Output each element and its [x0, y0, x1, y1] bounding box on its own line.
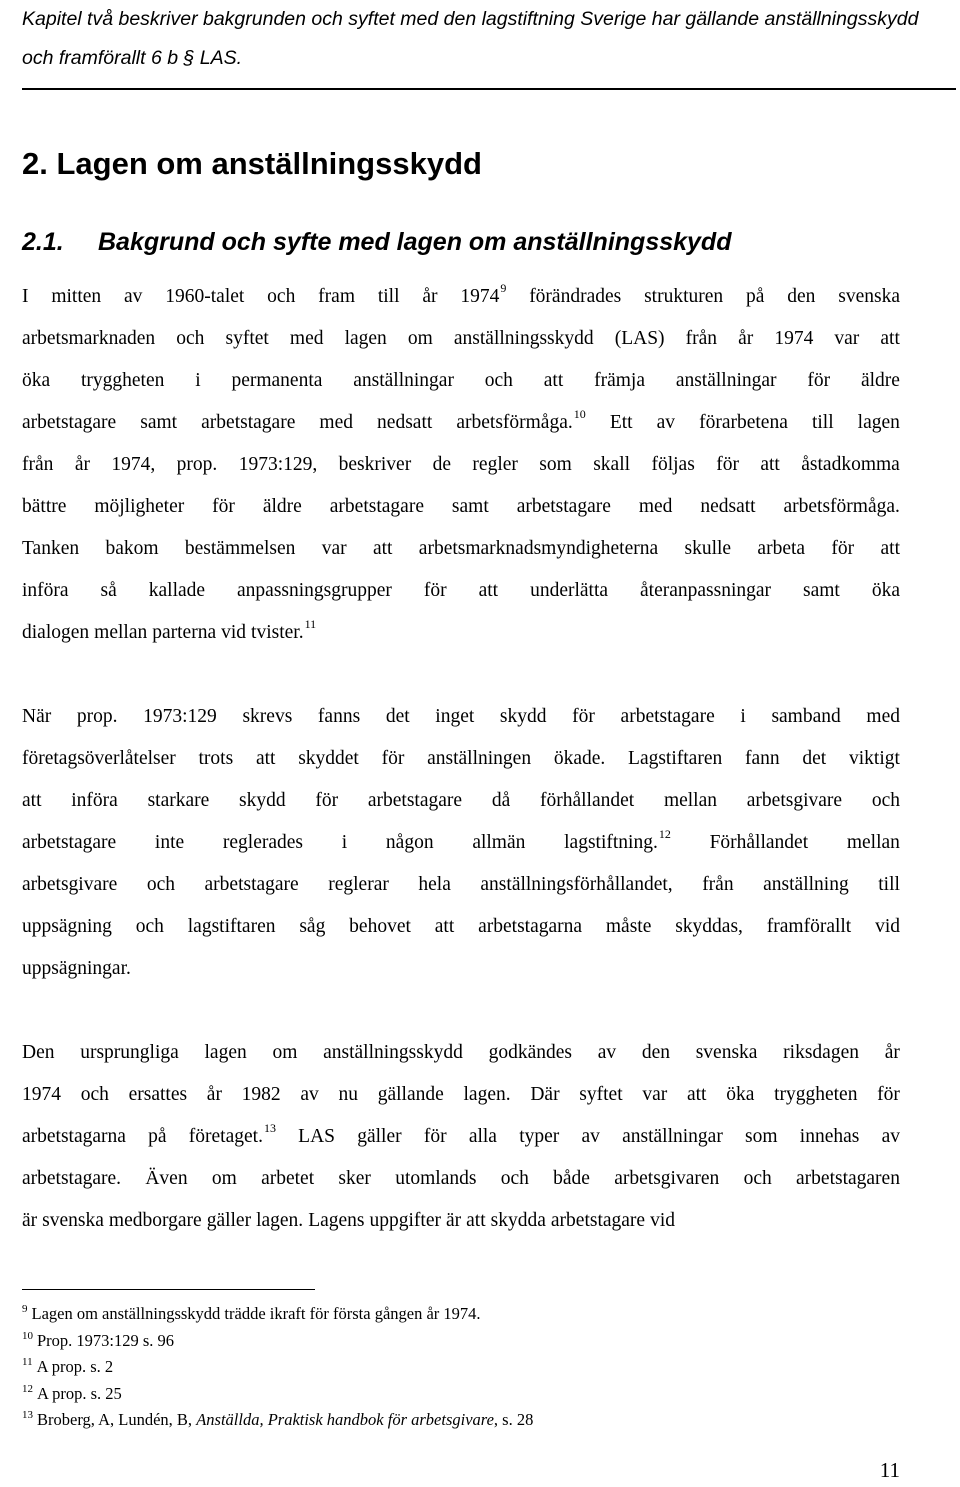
word: samt	[803, 580, 840, 601]
word: att	[434, 916, 455, 937]
word: för	[716, 454, 739, 475]
word: att	[466, 1210, 486, 1231]
word: arbetet	[261, 1168, 315, 1189]
word: anställningsskydd	[323, 1042, 463, 1063]
text-line	[22, 696, 900, 738]
word: både	[553, 1168, 590, 1189]
word: öka	[726, 1084, 755, 1105]
word: dialogen	[22, 622, 90, 643]
word: av	[597, 1042, 617, 1063]
footnote-ref: 10	[573, 407, 586, 421]
word: det	[385, 706, 410, 727]
word: hela	[418, 874, 451, 895]
word: vid	[650, 1210, 675, 1231]
word: för	[807, 370, 831, 391]
footnote-page-ref: , s. 28	[493, 1410, 534, 1429]
word: 1973:129	[143, 706, 217, 727]
word: skrevs	[242, 706, 293, 727]
word: från	[685, 328, 718, 349]
word: parterna	[152, 622, 217, 643]
footnote-item	[22, 1302, 922, 1329]
word: skyddas,	[675, 916, 743, 937]
word: arbetsförmåga.	[783, 496, 900, 517]
footnote-text: A prop. s. 2	[36, 1357, 114, 1376]
word: för	[212, 496, 235, 517]
word: öka	[22, 370, 51, 391]
word: viktigt	[848, 748, 900, 769]
word: trots	[198, 748, 234, 769]
word: mitten	[51, 286, 102, 307]
word: starkare	[147, 790, 210, 811]
word: till	[811, 412, 834, 433]
word: förarbetena	[699, 412, 788, 433]
word: att	[478, 580, 499, 601]
word: för	[831, 538, 855, 559]
text-line	[22, 1116, 900, 1158]
text-line	[22, 948, 900, 990]
word: strukturen	[644, 286, 724, 307]
word: och	[267, 286, 296, 307]
word: lagen	[857, 412, 900, 433]
word: arbetstagare.	[22, 1168, 122, 1189]
word: var	[834, 328, 860, 349]
word: om	[407, 328, 433, 349]
word: anställningen	[427, 748, 532, 769]
word: sker	[338, 1168, 371, 1189]
word: till	[878, 874, 900, 895]
word: företaget.$^{13}$	[188, 1121, 276, 1147]
word: arbetstagare	[22, 412, 117, 433]
word: på	[148, 1126, 167, 1147]
word: behovet	[349, 916, 411, 937]
text-line	[22, 318, 900, 360]
word: anställningar	[353, 370, 454, 391]
word: är	[22, 1210, 38, 1231]
word: riksdagen	[783, 1042, 859, 1063]
word: att	[880, 328, 900, 349]
footnote-text: Lagen om anställningsskydd trädde ikraft för första gången år 1974.	[31, 1304, 481, 1323]
text-line	[22, 402, 900, 444]
word: någon	[385, 832, 434, 853]
word: till	[377, 286, 400, 307]
word: 1982	[241, 1084, 281, 1105]
word: LAS	[298, 1126, 336, 1147]
word: inget	[435, 706, 475, 727]
word: lagen	[204, 1042, 247, 1063]
word: bättre	[22, 496, 67, 517]
word: är	[445, 1210, 462, 1231]
word: samband	[771, 706, 841, 727]
word: lagstiftning.$^{12}$	[564, 827, 671, 853]
word: att	[880, 538, 900, 559]
word: förhållandet	[539, 790, 635, 811]
word: inte	[154, 832, 185, 853]
word: av	[124, 286, 143, 307]
word: om	[272, 1042, 298, 1063]
text-line	[22, 528, 900, 570]
word: anställningar	[622, 1126, 723, 1147]
footnote-text: Prop. 1973:129 s. 96	[37, 1330, 175, 1350]
footnote-ref: 11	[304, 617, 317, 631]
word: lagen.	[256, 1210, 304, 1231]
word: regler	[472, 454, 518, 475]
word: för	[877, 1084, 900, 1105]
word: då	[491, 790, 511, 811]
word: anställning	[763, 874, 849, 895]
footnote-number: 10	[22, 1329, 33, 1342]
word: syftet	[225, 328, 269, 349]
text-line	[22, 738, 900, 780]
word: de	[432, 454, 452, 475]
footnote-text: A prop. s. 25	[37, 1383, 122, 1403]
word: införa	[71, 790, 118, 811]
paragraph-original-law	[22, 1032, 900, 1242]
text-line	[22, 1032, 900, 1074]
word: skydda	[490, 1210, 546, 1231]
word: nedsatt	[377, 412, 433, 433]
word: godkändes	[488, 1042, 572, 1063]
word: på	[746, 286, 765, 307]
word: arbetstagaren	[796, 1168, 900, 1189]
word: arbetstagarna	[478, 916, 583, 937]
word: med	[866, 706, 900, 727]
word: mellan	[663, 790, 718, 811]
word: 1974$^9$	[460, 281, 507, 307]
word: äldre	[860, 370, 900, 391]
word: reglerades	[222, 832, 304, 853]
word: arbetstagare	[367, 790, 463, 811]
word: anställningsförhållandet,	[480, 874, 673, 895]
word: Lagstiftaren	[628, 748, 723, 769]
footnote-number: 13	[22, 1409, 33, 1421]
word: fann	[745, 748, 780, 769]
word: arbetsgivaren	[614, 1168, 720, 1189]
word: lagen.	[463, 1084, 511, 1105]
word: följas	[651, 454, 695, 475]
word: att	[255, 748, 276, 769]
footnote-item	[22, 1329, 922, 1356]
paragraph-business-transfers	[22, 696, 900, 990]
word: den	[641, 1042, 670, 1063]
chapter-heading: 2. Lagen om anställningsskydd	[22, 146, 482, 181]
word: för	[572, 706, 595, 727]
word: När	[22, 706, 52, 727]
word: lagstiftaren	[187, 916, 276, 937]
word: att	[686, 1084, 707, 1105]
word: att	[372, 538, 393, 559]
word: så	[100, 580, 117, 601]
word: medborgare	[108, 1210, 202, 1231]
word: permanenta	[231, 370, 323, 391]
word: gällande	[377, 1084, 444, 1105]
footnote-item	[22, 1382, 922, 1409]
word: samt	[451, 496, 489, 517]
word: ersattes	[128, 1084, 188, 1105]
word: reglerar	[328, 874, 389, 895]
word: av	[881, 1126, 900, 1147]
word: i	[740, 706, 746, 727]
word: tryggheten	[774, 1084, 858, 1105]
text-line	[22, 486, 900, 528]
word: alla	[468, 1126, 497, 1147]
text-line	[22, 864, 900, 906]
word: från	[22, 454, 54, 475]
word: Förhållandet	[709, 832, 809, 853]
word: Den	[22, 1042, 55, 1063]
word: arbetstagare	[329, 496, 424, 517]
word: av	[581, 1126, 600, 1147]
word: återanpassningar	[640, 580, 772, 601]
page-number: 11	[879, 1458, 900, 1482]
footnote-number: 11	[22, 1356, 33, 1368]
word: och	[80, 1084, 109, 1105]
word: syftet	[579, 1084, 623, 1105]
word: nedsatt	[700, 496, 756, 517]
word: åstadkomma	[801, 454, 900, 475]
word: mellan	[94, 622, 148, 643]
word: från	[702, 874, 734, 895]
word: vid	[221, 622, 247, 643]
word: gäller	[206, 1210, 252, 1231]
word: prop.	[76, 706, 118, 727]
word: såg	[299, 916, 326, 937]
word: av	[300, 1084, 319, 1105]
word: anställningar	[675, 370, 777, 391]
chapter-intro-header: Kapitel två beskriver bakgrunden och syftet med den lagstiftning Sverige har gällande anställningsskydd och framförallt 6 b § LAS.	[22, 8, 919, 69]
text-line	[22, 570, 900, 612]
word: och	[743, 1168, 772, 1189]
text-line	[22, 780, 900, 822]
word: den	[787, 286, 816, 307]
word: arbetstagare	[201, 412, 296, 433]
word: arbetstagare	[22, 832, 117, 853]
word: företagsöverlåtelser	[22, 748, 176, 769]
word: äldre	[262, 496, 302, 517]
footnote-text: Broberg, A, Lundén, B,	[37, 1410, 197, 1429]
word: år	[206, 1084, 222, 1105]
word: öka	[871, 580, 900, 601]
word: anställningsskydd	[453, 328, 594, 349]
word: förändrades	[529, 286, 622, 307]
footnote-ref: 13	[263, 1121, 276, 1135]
section-heading	[22, 222, 731, 262]
word: uppsägningar.	[22, 958, 131, 979]
word: innehas	[799, 1126, 860, 1147]
word: skall	[593, 454, 631, 475]
word: år	[738, 328, 754, 349]
text-line	[22, 612, 900, 654]
word: år	[74, 454, 90, 475]
word: år	[422, 286, 438, 307]
word: framförallt	[766, 916, 852, 937]
word: arbetsgivare	[22, 874, 118, 895]
word: arbetsförmåga.$^{10}$	[456, 407, 586, 433]
word: för	[423, 580, 447, 601]
footnote-number: 12	[22, 1382, 33, 1395]
word: kallade	[148, 580, 206, 601]
word: lagen	[344, 328, 387, 349]
word: gäller	[357, 1126, 402, 1147]
word: för	[315, 790, 339, 811]
header-divider	[22, 88, 956, 90]
word: med	[289, 328, 324, 349]
word: bakom	[105, 538, 159, 559]
text-line	[22, 822, 900, 864]
word: att	[22, 790, 42, 811]
footnote-item	[22, 1355, 922, 1382]
word: var	[321, 538, 347, 559]
word: och	[871, 790, 900, 811]
text-line	[22, 276, 900, 318]
word: svenska	[695, 1042, 758, 1063]
word: Ett	[609, 412, 633, 433]
word: ursprungliga	[80, 1042, 179, 1063]
word: och	[146, 874, 175, 895]
word: mellan	[846, 832, 900, 853]
word: måste	[605, 916, 652, 937]
word: 1973:129,	[238, 454, 318, 475]
word: vid	[875, 916, 900, 937]
word: möjligheter	[94, 496, 185, 517]
text-line	[22, 1158, 900, 1200]
word: och	[135, 916, 164, 937]
word: arbetsgivare	[746, 790, 843, 811]
text-line	[22, 1074, 900, 1116]
word: 1974,	[111, 454, 156, 475]
word: arbetstagare	[620, 706, 715, 727]
word: Lagens	[308, 1210, 365, 1231]
word: anpassningsgrupper	[237, 580, 392, 601]
word: Tanken	[22, 538, 80, 559]
word: och	[500, 1168, 529, 1189]
word: Där	[530, 1084, 560, 1105]
footnotes	[22, 1302, 922, 1435]
word: arbeta	[757, 538, 806, 559]
word: I	[22, 286, 29, 307]
word: arbetstagarna	[22, 1126, 126, 1147]
word: prop.	[176, 454, 218, 475]
word: uppsägning	[22, 916, 112, 937]
word: i	[341, 832, 348, 853]
word: fanns	[317, 706, 361, 727]
word: skulle	[684, 538, 732, 559]
word: som	[539, 454, 572, 475]
word: nu	[338, 1084, 359, 1105]
word: att	[543, 370, 564, 391]
word: Även	[145, 1168, 188, 1189]
word: svenska	[838, 286, 900, 307]
text-line	[22, 906, 900, 948]
word: arbetstagare	[516, 496, 611, 517]
word: med	[319, 412, 353, 433]
footnote-book-title: Anställda, Praktisk handbok för arbetsgivare	[196, 1410, 494, 1429]
section-number: 2.1.	[22, 228, 64, 256]
footnote-divider	[22, 1289, 315, 1290]
word: allmän	[472, 832, 526, 853]
word: för	[381, 748, 405, 769]
text-line	[22, 1200, 900, 1242]
word: svenska	[42, 1210, 104, 1231]
word: införa	[22, 580, 69, 601]
word: arbetstagare	[204, 874, 299, 895]
word: arbetstagare	[550, 1210, 646, 1231]
word: år	[884, 1042, 900, 1063]
word: bestämmelsen	[184, 538, 296, 559]
text-line	[22, 444, 900, 486]
word: samt	[140, 412, 178, 433]
word: i	[195, 370, 201, 391]
word: fram	[318, 286, 355, 307]
word: och	[176, 328, 205, 349]
word: (LAS)	[614, 328, 665, 349]
word: arbetsmarknaden	[22, 328, 156, 349]
word: arbetsmarknadsmyndigheterna	[418, 538, 659, 559]
footnote-number: 9	[22, 1303, 28, 1315]
word: och	[484, 370, 513, 391]
word: skydd	[239, 790, 286, 811]
word: uppgifter	[369, 1210, 441, 1231]
word: skydd	[499, 706, 547, 727]
word: om	[211, 1168, 237, 1189]
paragraph-background	[22, 276, 900, 654]
word: tryggheten	[80, 370, 165, 391]
word: 1960-talet	[165, 286, 245, 307]
word: skyddet	[298, 748, 359, 769]
word: att	[760, 454, 780, 475]
word: beskriver	[338, 454, 412, 475]
word: tvister.$^{11}$	[251, 617, 317, 643]
section-title: Bakgrund och syfte med lagen om anställningsskydd	[98, 228, 732, 256]
word: underlätta	[530, 580, 609, 601]
word: av	[656, 412, 676, 433]
word: typer	[519, 1126, 560, 1147]
word: för	[423, 1126, 447, 1147]
text-line	[22, 360, 900, 402]
word: utomlands	[395, 1168, 477, 1189]
word: var	[642, 1084, 668, 1105]
word: främja	[594, 370, 645, 391]
word: 1974	[774, 328, 814, 349]
word: med	[638, 496, 673, 517]
footnote-item	[22, 1408, 922, 1435]
word: 1974	[22, 1084, 61, 1105]
word: som	[745, 1126, 778, 1147]
word: det	[802, 748, 827, 769]
footnote-ref: 9	[500, 281, 507, 295]
footnote-ref: 12	[658, 827, 671, 841]
word: ökade.	[553, 748, 606, 769]
